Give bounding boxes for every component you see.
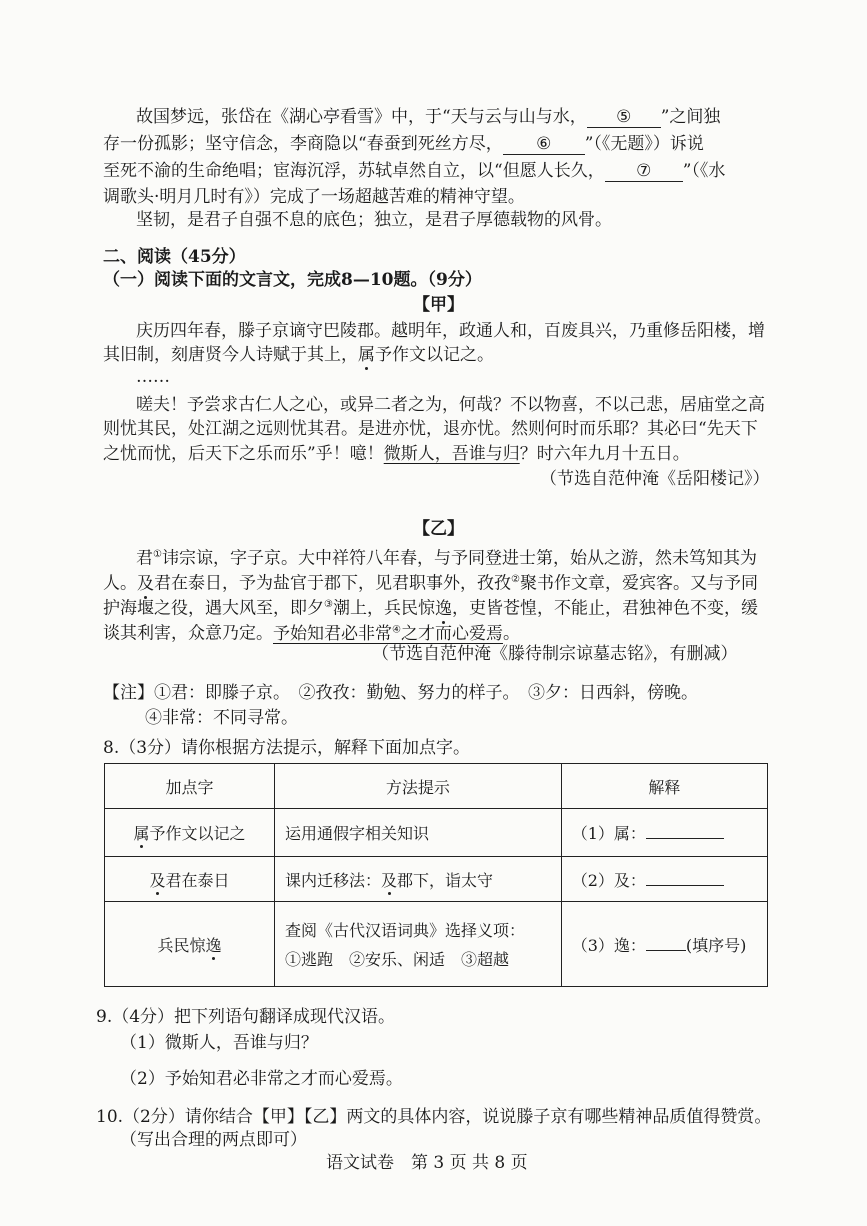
poem-line-5: 坚韧，是君子自强不息的底色；独立，是君子厚德载物的风骨。: [136, 210, 612, 230]
word-cell: 兵民惊逸: [105, 902, 275, 987]
dotted-char: 属: [133, 824, 150, 843]
header-cell: 加点字: [105, 764, 275, 809]
yi-label: 【乙】: [413, 519, 464, 539]
underlined-sentence-1: 微斯人，吾谁与归: [383, 444, 520, 464]
table-row: [105, 809, 768, 857]
yi-line-3: 护海堰之役，遇大风至，即夕③潮上，兵民惊逸，吏皆苍惶，不能止，君独神色不变，缓: [103, 598, 758, 619]
section-heading: 二、阅读（45分）: [103, 247, 246, 267]
notes-line-1: 【注】①君：即滕子京。 ②孜孜：勤勉、努力的样子。 ③夕：日西斜，傍晚。: [103, 683, 698, 703]
q10-prompt: 10.（2分）请你结合【甲】【乙】两文的具体内容，说说滕子京有哪些精神品质值得赞赏。: [96, 1107, 772, 1127]
dotted-char-shu: 属: [358, 345, 375, 365]
underlined-sentence-2: 予始知君必非常④之才而心爱焉: [273, 623, 503, 644]
yi-line-4: 谈其利害，众意乃定。予始知君必非常④之才而心爱焉。: [103, 623, 520, 644]
jia-label: 【甲】: [413, 295, 464, 315]
yi-line-1: 君①讳宗谅，字子京。大中祥符八年春，与予同登进士第，始从之游，然未笃知其为: [136, 548, 757, 569]
dotted-char: 及: [381, 870, 398, 890]
table-row: [105, 857, 768, 902]
note-marker-1: ①: [153, 549, 162, 560]
answer-cell: （3）逸： (填序号): [561, 902, 767, 987]
jia-p2-line-2: 则忧其民，处江湖之远则忧其君。是进亦忧，退亦忧。然则何时而乐耶？其必曰“先天下: [103, 419, 758, 439]
method-cell: 课内迁移法：及郡下，诣太守: [275, 857, 562, 902]
poem-line-1: 故国梦远，张岱在《湖心亭看雪》中，于“天与云与山与水， ⑤ ”之间独: [136, 107, 721, 127]
table-row: [105, 902, 768, 987]
jia-p1-line-1: 庆历四年春，滕子京谪守巴陵郡。越明年，政通人和，百废具兴，乃重修岳阳楼，增: [136, 321, 765, 341]
dotted-char-yi: 逸: [434, 598, 452, 619]
q9-sentence-2: （2）予始知君必非常之才而心爱焉。: [120, 1069, 403, 1089]
blank-7[interactable]: ⑦: [605, 161, 683, 182]
q9-sentence-1: （1）微斯人，吾谁与归？: [120, 1033, 318, 1053]
note-marker-2: ②: [511, 574, 520, 585]
answer-cell: （1）属：: [561, 809, 767, 857]
poem-line-3: 至死不渝的生命绝唱；宦海沉浮，苏轼卓然自立，以“但愿人长久， ⑦ ”（《水: [103, 161, 726, 181]
page-footer: 语文试卷 第 3 页 共 8 页: [326, 1153, 528, 1173]
jia-source: （节选自范仲淹《岳阳楼记》）: [540, 469, 770, 489]
section-subheading: （一）阅读下面的文言文，完成8—10题。（9分）: [103, 270, 482, 290]
blank-6[interactable]: ⑥: [503, 134, 585, 155]
jia-ellipsis: ……: [136, 367, 170, 387]
q8-table: [104, 763, 768, 987]
yi-line-2: 人。及君在泰日，予为盐官于郡下，见君职事外，孜孜②聚书作文章，爱宾客。又与予同: [103, 573, 758, 594]
poem-line-4: 调歌头·明月几时有》）完成了一场超越苦难的精神守望。: [103, 187, 525, 207]
q9-prompt: 9.（4分）把下列语句翻译成现代汉语。: [96, 1007, 396, 1027]
note-marker-3: ③: [324, 599, 333, 610]
q8-prompt: 8.（3分）请你根据方法提示，解释下面加点字。: [103, 738, 471, 758]
header-cell: 方法提示: [275, 764, 562, 809]
answer-blank-1[interactable]: [646, 838, 724, 839]
method-cell: 查阅《古代汉语词典》选择义项： ①逃跑 ②安乐、闲适 ③超越: [275, 902, 562, 987]
table-header-row: [105, 764, 768, 809]
dotted-char: 逸: [205, 935, 222, 955]
jia-p2-line-1: 嗟夫！予尝求古仁人之心，或异二者之为，何哉？不以物喜，不以己悲，居庙堂之高: [136, 395, 765, 415]
blank-5[interactable]: ⑤: [587, 107, 661, 128]
dotted-char: 及: [149, 870, 166, 890]
method-cell: 运用通假字相关知识: [275, 809, 562, 857]
header-cell: 解释: [561, 764, 767, 809]
jia-p2-line-3: 之忧而忧，后天下之乐而乐”乎！噫！微斯人，吾谁与归？时六年九月十五日。: [103, 444, 690, 464]
answer-blank-3[interactable]: [646, 950, 686, 951]
word-cell: 属予作文以记之: [105, 809, 275, 857]
answer-cell: （2）及：: [561, 857, 767, 902]
answer-blank-2[interactable]: [646, 885, 724, 886]
dotted-char-ji: 及: [137, 573, 154, 594]
jia-p1-line-2: 其旧制，刻唐贤今人诗赋于其上，属予作文以记之。: [103, 345, 494, 365]
word-cell: 及君在泰日: [105, 857, 275, 902]
q10-hint: （写出合理的两点即可）: [120, 1130, 307, 1150]
notes-line-2: ④非常：不同寻常。: [145, 708, 298, 728]
yi-source: （节选自范仲淹《滕待制宗谅墓志铭》，有删减）: [372, 644, 738, 664]
poem-line-2: 存一份孤影；坚守信念，李商隐以“春蚕到死丝方尽， ⑥ ”（《无题》）诉说: [103, 134, 704, 154]
note-marker-4: ④: [392, 624, 401, 635]
